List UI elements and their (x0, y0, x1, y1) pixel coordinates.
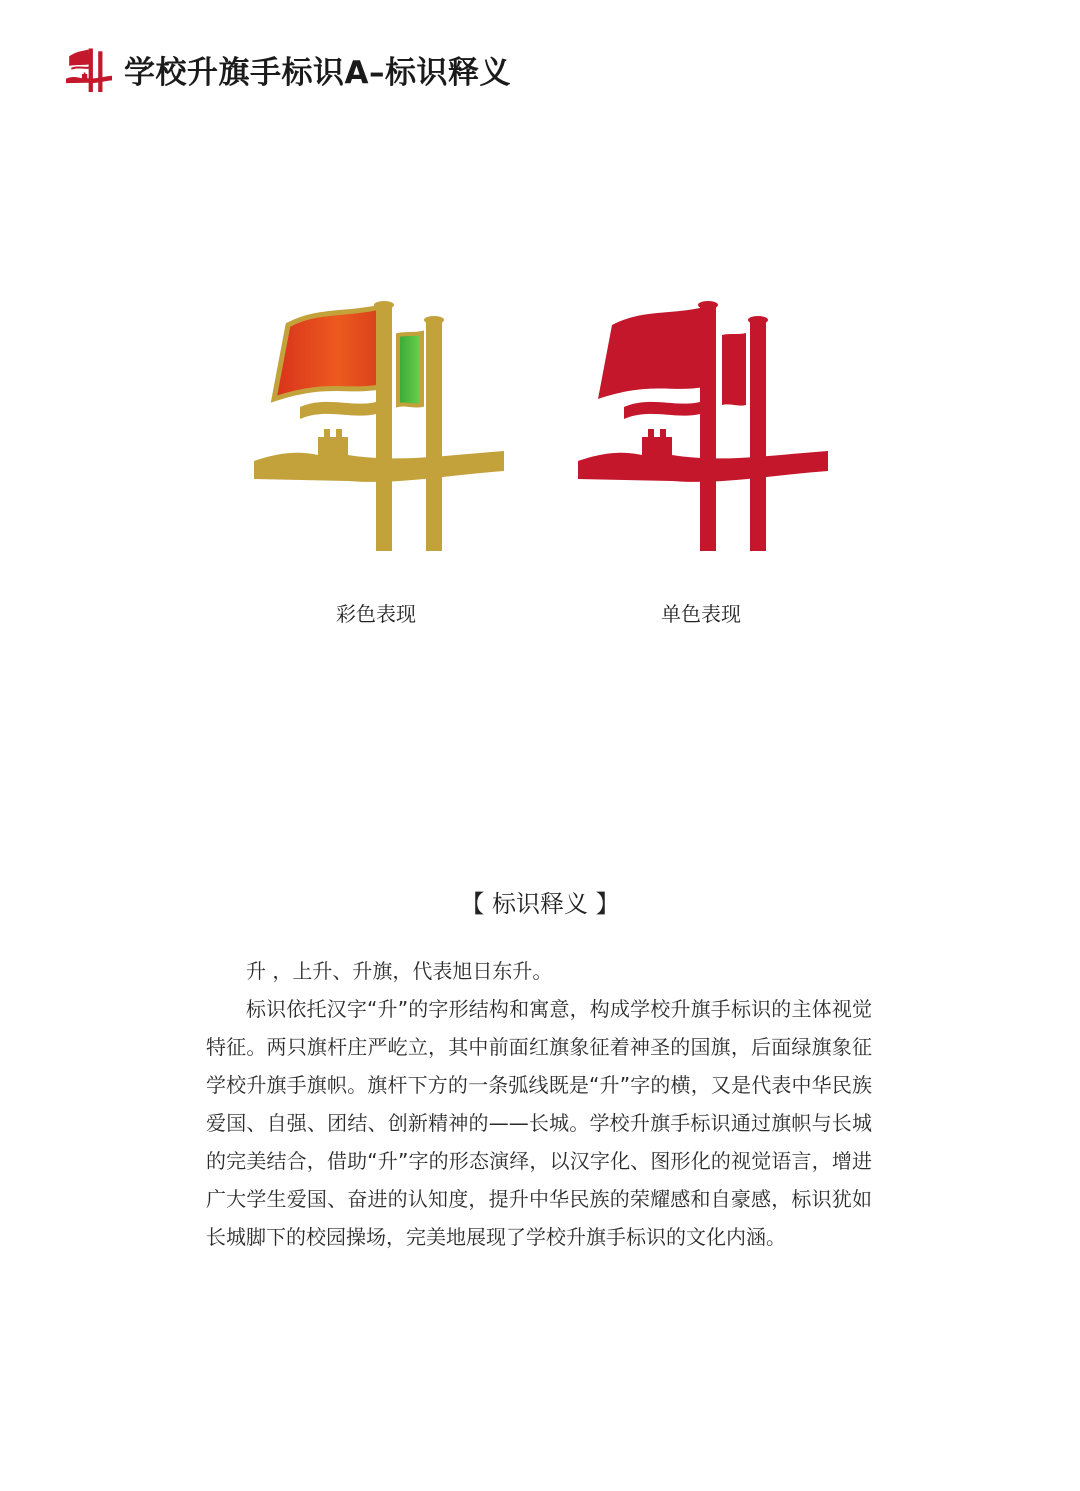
page-title: 学校升旗手标识A–标识释义 (124, 54, 511, 91)
page-header (66, 44, 511, 94)
flag-sheng-logo-icon (66, 46, 112, 92)
section-heading: 【 标识释义 】 (460, 890, 620, 918)
mono-logo-caption: 单色表现 (661, 602, 741, 626)
logo-meaning-text (206, 952, 872, 1256)
color-logo-caption: 彩色表现 (336, 602, 416, 626)
paragraph: 标识依托汉字“升”的字形结构和寓意，构成学校升旗手标识的主体视觉特征。两只旗杆庄严屹立，其中前面红旗象征着神圣的国旗，后面绿旗象征学校升旗手旗帜。旗杆下方的一条弧线既是“升”字的横，又是代表中华民族爱国、自强、团结、创新精神的——长城。学校升旗手标识通过旗帜与长城的完美结合，借助“升”字的形态演绎，以汉字化、图形化的视觉语言，增进广大学生爱国、奋进的认知度，提升中华民族的荣耀感和自豪感，标识犹如长城脚下的校园操场，完美地展现了学校升旗手标识的文化内涵。 (206, 997, 872, 1249)
color-logo (248, 295, 510, 560)
paragraph: 升 ，上升、升旗，代表旭日东升。 (246, 959, 553, 983)
mono-logo (572, 295, 834, 560)
